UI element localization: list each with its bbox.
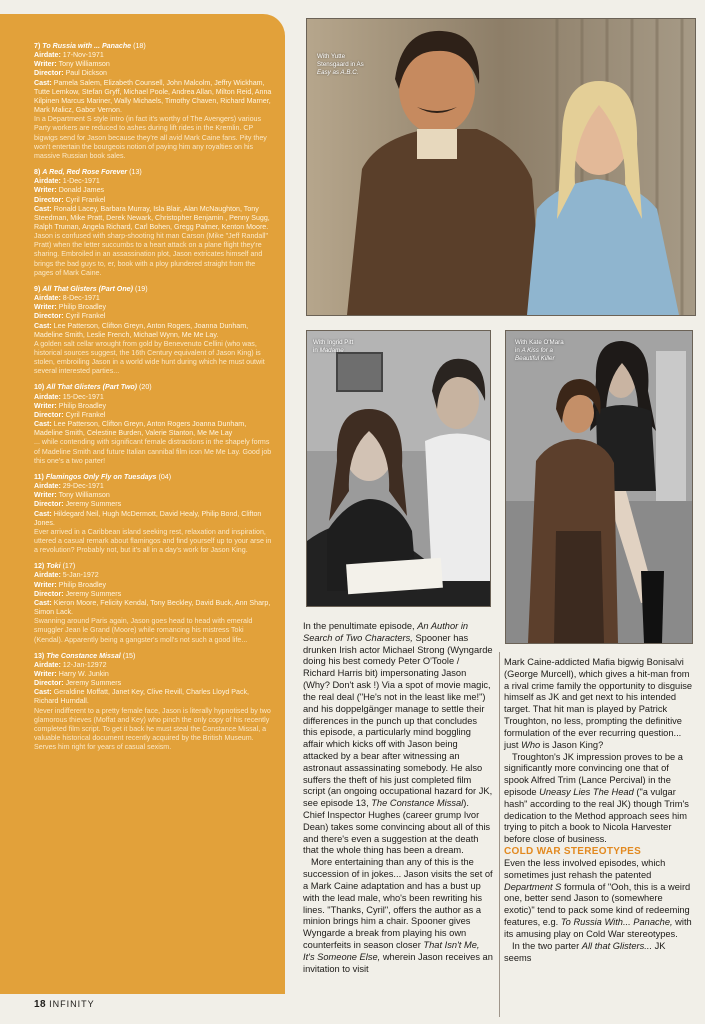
episode-entry: 8) A Red, Red Rose Forever (13) Airdate: 1-Dec-1971 Writer: Donald James Director: Cyril Frankel Cast: Ronald Lacey, Barbara Murray, Isla Blair, Alan McNaughton, Tony Steedman, Mike Pratt, Derek Newark, Christopher Benjamin , Penny Sugg, Ralph Truman, Angela Richard, Carl Bohen, Gregg Palmer, Kenton Moore. Jason is confused with sharp-shooting hit man Carson (Mike "Jeff Randall" Pratt) when the letter succumbs to a heart attack on a plane flight they're sharing. Embroiled in an assassination plot, Jason extricates himself and brings the bad guys to, er, book with a ploy plundered straight from the pages of Mark Caine. [34, 168, 274, 278]
episode-airdate: 29-Dec-1971 [62, 482, 104, 491]
episode-writer: Harry W. Junkin [58, 670, 109, 678]
episode-airdate: 5-Jan-1972 [62, 571, 99, 580]
episode-list [34, 42, 274, 759]
photo-bottom-left-caption: With Ingrid Pitt in Madame [313, 339, 354, 354]
episode-cast: Ronald Lacey, Barbara Murray, Isla Blair, Alan McNaughton, Tony Steedman, Mike Pratt, Derek Newark, Christopher Benjamin , Penny Sugg, Ralph Truman, Angela Richard, Carl Bohen, Gregg Palmer, Kenton Moore. [34, 204, 270, 231]
article-paragraph: Mark Caine-addicted Mafia bigwig Bonisalvi (George Murcell), which gives a hit-man from a rival crime family the opportunity to disguise himself as JK and get next to his intended target. That hit man is played by Patrick Troughton, no less, prompting the definitive formulation of the ever recurring question... just Who is Jason King? [504, 657, 693, 750]
episode-writer: Philip Broadley [58, 303, 107, 312]
article-paragraph: In the penultimate episode, An Author in Search of Two Characters, Spooner has drunken Irish actor Michael Strong (Wyngarde doing his best comedy Peter O'Toole / Richard Harris bit) impersonating Jason (Why? Don't ask !) Via a spot of movie magic, the real deal ("He's not in the least like me!") and his doppelgänger manage to settle their differences in the punch up that concludes this episode, a particularly mind boggling affair which kicks off with Jason being attacked by a bear after witnessing an astronaut assassinating somebody. He also suffers the theft of his just completed film script (an ongoing occupational hazard for JK, see episode 13, The Constance Missal). Chief Inspector Hughes (career grump Ivor Dean) takes some convincing about all of this and there's even a suggestion at the death that the whole thing has been a dream. [303, 621, 493, 856]
article-column-2 [504, 657, 694, 964]
photo-bottom-right-image [506, 331, 692, 643]
episode-cast: Hildegard Neil, Hugh McDermott, David Healy, Philip Bond, Clifton Jones. [34, 509, 262, 527]
episode-cast: Geraldine Moffatt, Janet Key, Clive Revill, Charles Lloyd Pack, Richard Hurndall. [34, 688, 250, 706]
episode-cast: Lee Patterson, Clifton Greyn, Anton Rogers, Joanna Dunham, Madeline Smith, Leslie French, Michael Wynn, Me Me Lay. [34, 321, 249, 339]
episode-title: 12) Toki (17) [34, 562, 76, 571]
episode-writer: Tony Williamson [58, 60, 110, 69]
episode-writer: Donald James [58, 186, 105, 195]
episode-description: ... while contending with significant female distractions in the shapely forms of Madeline Smith and future Italian cannibal film icon Me Me Lay. Good job this one's a two parter! [34, 438, 272, 465]
episode-entry: 7) To Russia with ... Panache (18) Airdate: 17-Nov-1971 Writer: Tony Williamson Director: Paul Dickson Cast: Pamela Salem, Elizabeth Counsell, John Malcolm, Jeffry Wickham, Tutte Lemkow, Stefan Gryff, Michael Poole, Andrea Allan, Milton Reid, Anna Kilpinen Marcus Mariner, Wally Michaels, Timothy Chaven, Richard Marner, Mark Malicz, Gabor Vernon. In a Department S style intro (in fact it's worthy of The Avengers) various Party workers are reduced to ashes during lift rides in the Kremlin. CP bigwigs send for Jason because they're all avid Mark Caine fans. Pity they won't entertain the bourgeois notion of paying him any royalties on his massive Russian book sales. [34, 42, 274, 161]
column-divider [499, 652, 500, 1017]
magazine-name: INFINITY [49, 999, 95, 1009]
article-paragraph: Troughton's JK impression proves to be a significantly more convincing one that of spook Alfred Trim (Lance Percival) in the episode Uneasy Lies The Head ("a vulgar hash" according to the real JK) though Trim's dedication to the Method approach sees him trying to pitch a book to Nicola Harvester before close of business. [504, 751, 689, 845]
episode-entry: 10) All That Glisters (Part Two) (20) Airdate: 15-Dec-1971 Writer: Philip Broadley Director: Cyril Frankel Cast: Lee Patterson, Clifton Greyn, Anton Rogers Joanna Dunham, Madeline Smith, Celestine Burden, Valerie Stanton, Me Me Lay ... while contending with significant female distractions in the shapely forms of Madeline Smith and future Italian cannibal film icon Me Me Lay. Good job this one's a two parter! [34, 383, 274, 465]
episode-title: 8) A Red, Red Rose Forever (13) [34, 168, 142, 177]
episode-director: Paul Dickson [65, 69, 107, 78]
photo-bottom-right [505, 330, 693, 644]
episode-description: Swanning around Paris again, Jason goes head to head with emerald smuggler Jean le Grand (Moore) while romancing his mistress Toki (Kendal). Apparently being a gangster's moll's not such a good life... [34, 617, 253, 644]
episode-writer: Tony Williamson [58, 491, 110, 500]
episode-director: Jeremy Summers [65, 589, 122, 598]
episode-description: Ever arrived in a Caribbean island seeking rest, relaxation and inspiration, uttered a casual remark about flamingos and find yourself up to your arse in a revolution? Probably not, but it's all in a day's work for Jason King. [34, 527, 272, 555]
episode-title: 13) The Constance Missal (15) [34, 651, 136, 660]
section-subheading: COLD WAR STEREOTYPES [504, 846, 642, 857]
episode-director: Jeremy Summers [65, 679, 122, 688]
article-paragraph: In the two parter All that Glisters... JK seems [504, 940, 666, 963]
episode-airdate: 17-Nov-1971 [62, 51, 104, 60]
episode-entry: 9) All That Glisters (Part One) (19) Airdate: 8-Dec-1971 Writer: Philip Broadley Director: Cyril Frankel Cast: Lee Patterson, Clifton Greyn, Anton Rogers, Joanna Dunham, Madeline Smith, Leslie French, Michael Wynn, Me Me Lay. A golden salt cellar wrought from gold by Benevenuto Cellini (who was, historical sources suggest, the 16th Century equivalent of Jason King) is stolen, embroiling Jason in a world wide hunt during which he must outwit several interested parties... [34, 285, 274, 377]
episode-entry: 13) The Constance Missal (15) Airdate: 12-Jan-12972 Writer: Harry W. Junkin Director: Jeremy Summers Cast: Geraldine Moffatt, Janet Key, Clive Revill, Charles Lloyd Pack, Richard Hurndall. Never indifferent to a pretty female face, Jason is literally hypnotised by two glamorous thieves (Moffat and Key) who pinch the only copy of his recently completed film script. To get it back he must steal the Constance Missal, a valuable historical document recently acquired by the British Museum. Serves him right for years of casual sexism. [34, 652, 274, 753]
photo-bottom-right-caption: With Kate O'Mara in A Kiss for a Beautiful Killer [515, 339, 564, 362]
episode-entry: 11) Flamingos Only Fly on Tuesdays (04) Airdate: 29-Dec-1971 Writer: Tony Williamson Director: Jeremy Summers Cast: Hildegard Neil, Hugh McDermott, David Healy, Philip Bond, Clifton Jones. Ever arrived in a Caribbean island seeking rest, relaxation and inspiration, uttered a casual remark about flamingos and find yourself up to your arse in a revolution? Probably not, but it's all in a day's work for Jason King. [34, 473, 274, 555]
episode-cast: Lee Patterson, Clifton Greyn, Anton Rogers Joanna Dunham, Madeline Smith, Celestine Burden, Valerie Stanton, Me Me Lay [34, 420, 247, 438]
episode-director: Jeremy Summers [65, 500, 122, 509]
photo-bottom-left [306, 330, 491, 607]
photo-bottom-left-image [307, 331, 490, 606]
photo-top [306, 18, 696, 316]
episode-airdate: 12-Jan-12972 [62, 660, 107, 669]
page-number: 18 [34, 999, 47, 1010]
article-paragraph: More entertaining than any of this is the succession of in jokes... Jason visits the set of a Mark Caine adaptation and has a bust up with the lead male, who's been rewriting his lines. "Thanks, Cyril", offers the author as a minion brings him a chair. Spooner gives Wyngarde a break from playing his own counterfeits in season closer That Isn't Me, It's Someone Else, wherein Jason receives an invitation to visit [303, 857, 493, 974]
article-paragraph: Even the less involved episodes, which sometimes just rehash the patented Department S formula of "Ooh, this is a weird one, better send Jason to (somewhere exotic)" tend to pack some kind of redeeming features, e.g. To Russia With... Panache, with its amusing play on Cold War stereotypes. [504, 858, 692, 939]
episode-title: 7) To Russia with ... Panache (18) [34, 42, 146, 50]
episode-title: 10) All That Glisters (Part Two) (20) [34, 383, 152, 392]
episode-director: Cyril Frankel [65, 195, 106, 204]
page-footer [34, 999, 95, 1010]
episode-director: Cyril Frankel [65, 410, 106, 419]
article-column-1 [303, 621, 493, 975]
episode-title: 11) Flamingos Only Fly on Tuesdays (04) [34, 472, 172, 481]
episode-airdate: 8-Dec-1971 [62, 294, 100, 303]
photo-top-caption: With Yutte Stensgaard in As Easy as A.B.C. [317, 53, 364, 76]
episode-cast: Pamela Salem, Elizabeth Counsell, John Malcolm, Jeffry Wickham, Tutte Lemkow, Stefan Gryff, Michael Poole, Andrea Allan, Milton Reid, Anna Kilpinen Marcus Mariner, Wally Michaels, Timothy Chaven, Richard Marner, Mark Malicz, Gabor Vernon. [34, 78, 272, 115]
episode-guide-panel [0, 14, 285, 994]
episode-description: A golden salt cellar wrought from gold by Benevenuto Cellini (who was, historical sources suggest, the 16th Century equivalent of Jason King) is stolen, embroiling Jason in a world wide hunt during which he must outwit several interested parties... [34, 339, 265, 376]
episode-writer: Philip Broadley [58, 401, 107, 410]
episode-description: Jason is confused with sharp-shooting hit man Carson (Mike "Jeff Randall" Pratt) when the letter succumbs to a heart attack on a plane flight they're sharing. Embroiled in an assassination plot, Jason extricates himself and brings the bad guys to, er, book with a ploy plundered straight from the pages of Mark Caine. [34, 232, 268, 277]
episode-airdate: 15-Dec-1971 [62, 392, 104, 401]
episode-description: Never indifferent to a pretty female face, Jason is literally hypnotised by two glamorous thieves (Moffat and Key) who pinch the only copy of his recently completed film script. To get it back he must steal the Constance Missal, a valuable historical document recently acquired by the British Museum. Serves him right for years of casual sexism. [34, 706, 271, 752]
photo-top-image [307, 19, 695, 315]
episode-director: Cyril Frankel [65, 312, 106, 321]
episode-title: 9) All That Glisters (Part One) (19) [34, 284, 148, 293]
episode-entry: 12) Toki (17) Airdate: 5-Jan-1972 Writer: Philip Broadley Director: Jeremy Summers Cast: Kieron Moore, Felicity Kendal, Tony Beckley, David Buck, Ann Sharp, Simon Lack. Swanning around Paris again, Jason goes head to head with emerald smuggler Jean le Grand (Moore) while romancing his mistress Toki (Kendal). Apparently being a gangster's moll's not such a good life... [34, 562, 274, 644]
episode-writer: Philip Broadley [58, 580, 107, 589]
episode-airdate: 1-Dec-1971 [62, 177, 100, 186]
episode-description: In a Department S style intro (in fact it's worthy of The Avengers) various Party workers are reduced to ashes during lift rides in the Kremlin. CP bigwigs send for Jason because they're all avid Mark Caine fans. Pity they won't entertain the bourgeois notion of paying him any royalties on his massive Russian book sales. [34, 115, 267, 160]
episode-cast: Kieron Moore, Felicity Kendal, Tony Beckley, David Buck, Ann Sharp, Simon Lack. [34, 598, 271, 617]
